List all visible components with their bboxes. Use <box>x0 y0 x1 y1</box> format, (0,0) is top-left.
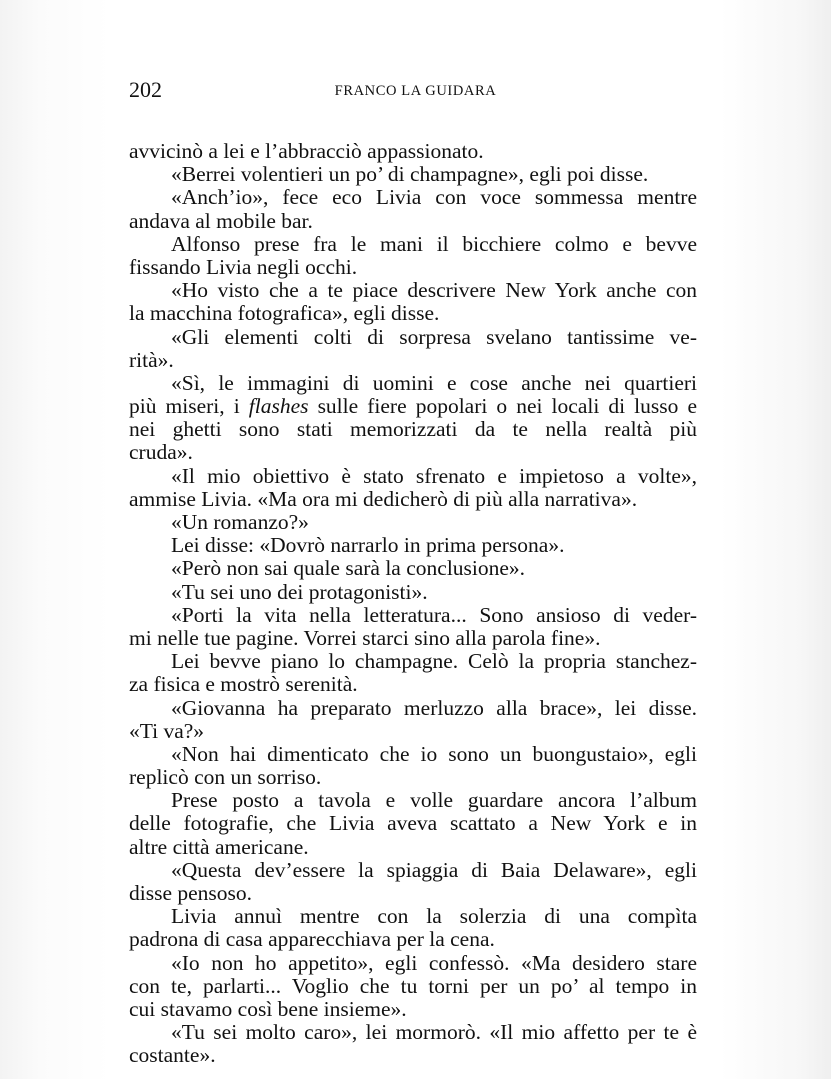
text-line: «Tu sei uno dei protagonisti». <box>171 579 428 604</box>
text-segment: più miseri, i <box>129 394 249 419</box>
text-line: padrona di casa apparecchiava per la cena. <box>129 927 495 952</box>
text-line: la macchina fotografica», egli disse. <box>129 301 440 326</box>
text-line: Prese posto a tavola e volle guardare ancora l’album <box>171 788 697 813</box>
text-line: altre città americane. <box>129 834 309 859</box>
page-number: 202 <box>129 77 162 102</box>
body-text <box>129 140 697 1068</box>
text-line: «Gli elementi colti di sorpresa svelano tantissime ve- <box>171 324 697 349</box>
text-line <box>129 395 697 418</box>
text-line: con te, parlarti... Voglio che tu torni per un po’ al tempo in <box>129 973 697 998</box>
text-line: «Un romanzo?» <box>171 510 309 534</box>
italic-word: flashes <box>248 394 309 419</box>
text-line: costante». <box>129 1043 216 1068</box>
text-line: «Però non sai quale sarà la conclusione». <box>171 556 526 581</box>
text-line: disse pensoso. <box>129 881 253 905</box>
text-segment: sulle fiere popolari o nei locali di lusso e <box>308 394 697 419</box>
text-line: «Ho visto che a te piace descrivere New York anche con <box>171 278 697 303</box>
text-line: delle fotografie, che Livia aveva scattato a New York e in <box>129 811 697 836</box>
text-line: Livia annuì mentre con la solerzia di una compìta <box>171 904 697 929</box>
text-line: replicò con un sorriso. <box>129 765 322 790</box>
text-line: mi nelle tue pagine. Vorrei starci sino alla parola fine». <box>129 625 601 650</box>
text-line: Lei disse: «Dovrò narrarlo in prima persona». <box>171 533 565 558</box>
text-line: «Non hai dimenticato che io sono un buongustaio», egli <box>171 741 697 766</box>
text-line: «Ti va?» <box>129 718 205 743</box>
text-line: «Sì, le immagini di uomini e cose anche nei quartieri <box>171 370 697 395</box>
text-line: cruda». <box>129 440 193 465</box>
text-line: «Giovanna ha preparato merluzzo alla brace», lei disse. <box>171 695 697 720</box>
text-line: rità». <box>129 347 174 372</box>
text-line: cui stavamo così bene insieme». <box>129 996 407 1021</box>
text-line: «Questa dev’essere la spiaggia di Baia Delaware», egli <box>171 857 697 882</box>
text-line: andava al mobile bar. <box>129 208 313 233</box>
text-line: ammise Livia. «Ma ora mi dedicherò di più alla narrativa». <box>129 486 638 511</box>
text-line: «Tu sei molto caro», lei mormorò. «Il mio affetto per te è <box>171 1020 697 1045</box>
text-line: nei ghetti sono stati memorizzati da te nella realtà più <box>129 417 697 442</box>
text-line: za fisica e mostrò serenità. <box>129 672 358 697</box>
text-line: «Il mio obiettivo è stato sfrenato e impietoso a volte», <box>171 463 697 488</box>
text-line: Lei bevve piano lo champagne. Celò la propria stanchez- <box>171 649 697 674</box>
text-line: fissando Livia negli occhi. <box>129 254 358 279</box>
text-line: «Berrei volentieri un po’ di champagne», egli poi disse. <box>171 162 649 187</box>
running-header: FRANCO LA GUIDARA <box>334 83 497 99</box>
text-line: «Io non ho appetito», egli confessò. «Ma desidero stare <box>171 950 697 975</box>
text-line: Alfonso prese fra le mani il bicchiere colmo e bevve <box>171 231 697 256</box>
text-line: avvicinò a lei e l’abbracciò appassionato. <box>129 139 484 163</box>
text-line: «Anch’io», fece eco Livia con voce sommessa mentre <box>171 185 697 210</box>
text-line: «Porti la vita nella letteratura... Sono ansioso di veder- <box>171 602 697 627</box>
